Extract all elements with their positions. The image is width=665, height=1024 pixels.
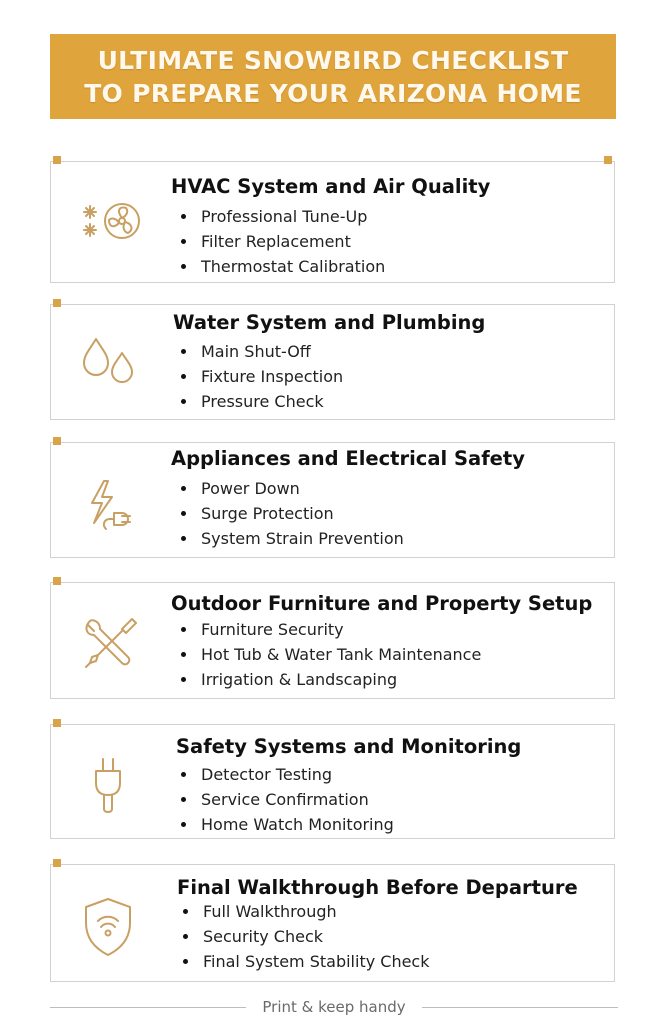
section-title: Water System and Plumbing [173, 311, 486, 334]
corner-dot [53, 719, 61, 727]
list-item: Main Shut-Off [179, 339, 343, 364]
section-title: Appliances and Electrical Safety [171, 447, 525, 470]
fan-snowflake-icon [76, 186, 146, 256]
corner-dot [53, 299, 61, 307]
section-items [181, 899, 429, 974]
list-item: Detector Testing [179, 762, 394, 787]
list-item: System Strain Prevention [179, 526, 404, 551]
corner-dot [53, 859, 61, 867]
footer-text: Print & keep handy [262, 998, 406, 1016]
water-drops-icon [76, 325, 146, 395]
list-item: Professional Tune-Up [179, 204, 385, 229]
section-items [179, 339, 343, 414]
section-items [179, 617, 481, 692]
section-title: Outdoor Furniture and Property Setup [171, 592, 593, 615]
header-title-line2: TO PREPARE YOUR ARIZONA HOME [84, 78, 582, 108]
list-item: Final System Stability Check [181, 949, 429, 974]
section-card-appliances [50, 442, 615, 558]
footer-divider-left [50, 1007, 246, 1008]
list-item: Irrigation & Landscaping [179, 667, 481, 692]
list-item: Fixture Inspection [179, 364, 343, 389]
section-card-safety [50, 724, 615, 839]
list-item: Power Down [179, 476, 404, 501]
section-items [179, 476, 404, 551]
list-item: Pressure Check [179, 389, 343, 414]
list-item: Hot Tub & Water Tank Maintenance [179, 642, 481, 667]
list-item: Full Walkthrough [181, 899, 429, 924]
corner-dot [53, 437, 61, 445]
list-item: Filter Replacement [179, 229, 385, 254]
corner-dot [53, 156, 61, 164]
section-title: Final Walkthrough Before Departure [177, 876, 578, 899]
section-items [179, 762, 394, 837]
plug-icon [76, 753, 146, 823]
list-item: Thermostat Calibration [179, 254, 385, 279]
list-item: Service Confirmation [179, 787, 394, 812]
list-item: Home Watch Monitoring [179, 812, 394, 837]
wrench-screwdriver-icon [76, 607, 146, 677]
footer-divider-right [422, 1007, 618, 1008]
header-banner [50, 34, 616, 119]
section-card-hvac [50, 161, 615, 283]
section-items [179, 204, 385, 279]
list-item: Security Check [181, 924, 429, 949]
lightning-plug-icon [76, 471, 146, 541]
corner-dot [53, 577, 61, 585]
footer [50, 996, 618, 1018]
corner-dot [604, 156, 612, 164]
section-card-water [50, 304, 615, 420]
list-item: Furniture Security [179, 617, 481, 642]
shield-signal-icon [76, 893, 146, 963]
section-title: Safety Systems and Monitoring [176, 735, 522, 758]
section-card-final [50, 864, 615, 982]
section-card-outdoor [50, 582, 615, 699]
header-title-line1: ULTIMATE SNOWBIRD CHECKLIST [97, 45, 569, 75]
section-title: HVAC System and Air Quality [171, 175, 491, 198]
list-item: Surge Protection [179, 501, 404, 526]
